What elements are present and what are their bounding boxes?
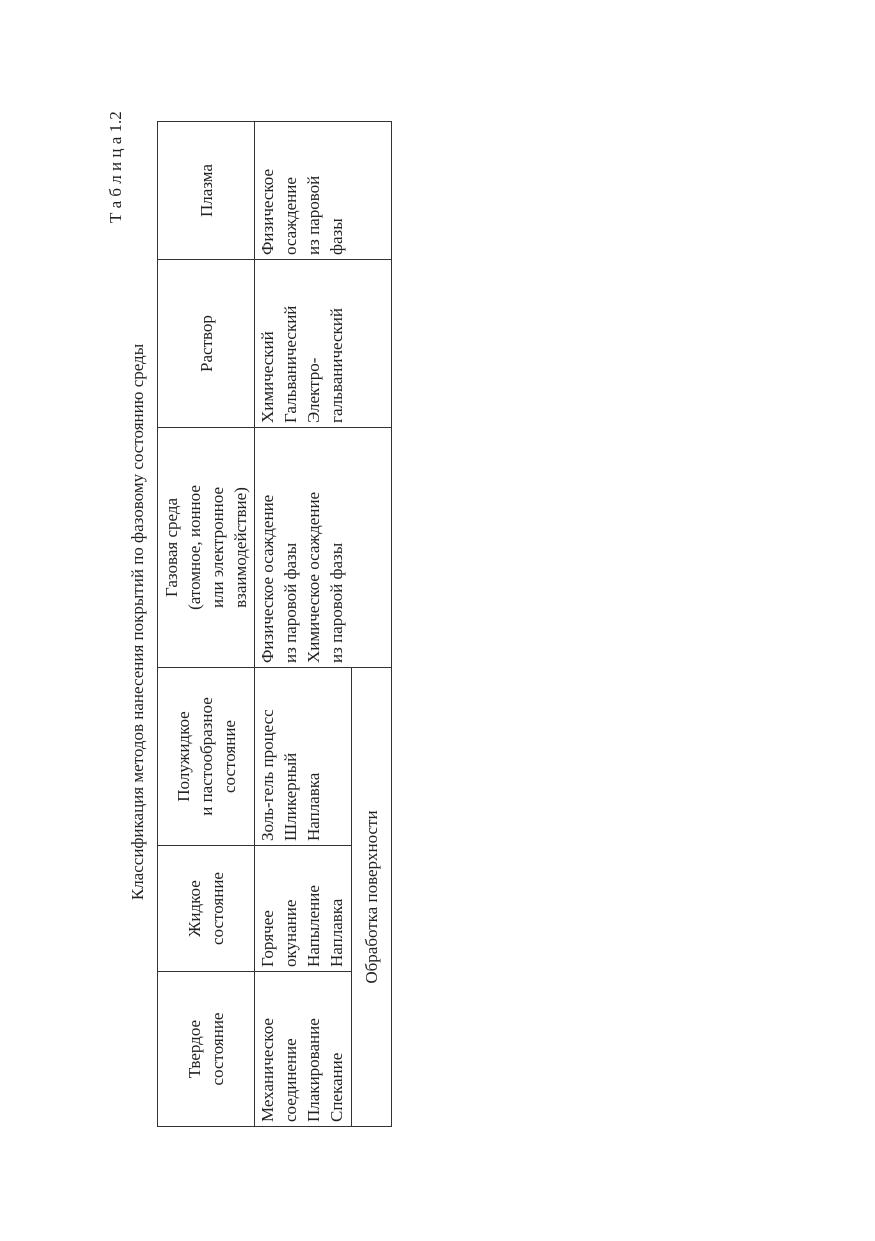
methods-cell-gas: Физическое осаждение из паровой фазы Химическое осаждение из паровой фазы bbox=[255, 428, 392, 668]
surface-treatment-cell: Обработка поверхности bbox=[352, 668, 392, 1127]
table-title: Классификация методов нанесения покрытий по фазовому состоянию среды bbox=[128, 343, 147, 901]
methods-cell-solid: Механическое соединение Плакирование Спекание bbox=[255, 972, 352, 1127]
classification-table bbox=[157, 121, 392, 1127]
methods-row bbox=[255, 122, 352, 1127]
methods-cell-liquid: Горячее окунание Напыление Наплавка bbox=[255, 846, 352, 972]
methods-cell-solution: Химический Гальванический Электро- гальванический bbox=[255, 260, 392, 428]
header-cell-plasma: Плазма bbox=[158, 122, 255, 260]
header-cell-semi-liquid: Полужидкое и пастообразное состояние bbox=[158, 668, 255, 846]
methods-cell-plasma: Физическое осаждение из паровой фазы bbox=[255, 122, 392, 260]
header-cell-gas: Газовая среда (атомное, ионное или электронное взаимодействие) bbox=[158, 428, 255, 668]
header-row bbox=[158, 122, 255, 1127]
header-cell-solid: Твердое состояние bbox=[158, 972, 255, 1127]
header-cell-liquid: Жидкое состояние bbox=[158, 846, 255, 972]
methods-cell-semi-liquid: Золь-гель процесс Шликерный Наплавка bbox=[255, 668, 352, 846]
header-cell-solution: Раствор bbox=[158, 260, 255, 428]
table-number: Т а б л и ц а 1.2 bbox=[106, 111, 125, 223]
